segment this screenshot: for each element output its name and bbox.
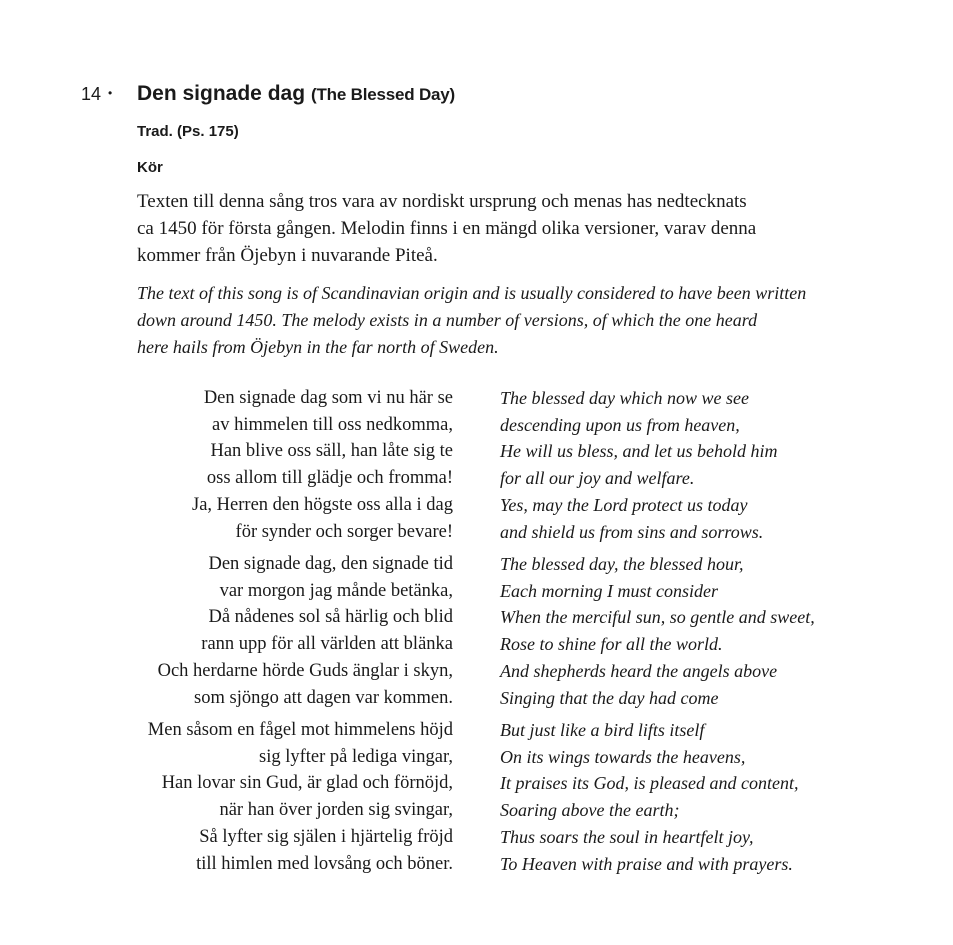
lyric-line-sv: när han över jorden sig svingar, (219, 800, 453, 821)
description-english: The text of this song is of Scandinavian origin and is usually considered to have been written down around 1450. The melody exists in a number of versions, of which the one heard here hails from Öjebyn in the far north of Sweden. (137, 283, 807, 357)
lyric-line-sv: rann upp för all världen att blänka (201, 634, 453, 655)
song-title-swedish: Den signade dag (137, 82, 306, 105)
lyric-line-en: Each morning I must consider (500, 580, 718, 601)
lyric-line-sv: Ja, Herren den högste oss alla i dag (192, 494, 453, 515)
composer: Trad. (Ps. 175) (137, 123, 239, 140)
lyric-line-en: On its wings towards the heavens, (500, 746, 746, 767)
lyric-line-en: Soaring above the earth; (500, 800, 680, 821)
lyric-line-en: descending upon us from heaven, (500, 414, 740, 435)
lyric-line-en: Yes, may the Lord protect us today (500, 494, 748, 515)
lyric-line-sv: sig lyfter på lediga vingar, (259, 746, 453, 767)
stanza-swedish (158, 551, 453, 711)
lyric-line-sv: för synder och sorger bevare! (235, 521, 453, 542)
lyric-line-en: But just like a bird lifts itself (500, 720, 705, 740)
lyric-line-en: He will us bless, and let us behold him (500, 441, 778, 462)
lyric-line-sv: Så lyfter sig själen i hjärtelig fröjd (199, 826, 453, 847)
lyric-line-en: To Heaven with praise and with prayers. (500, 853, 793, 874)
stanza-english (500, 717, 798, 877)
song-title-english: (The Blessed Day) (311, 85, 456, 104)
lyric-line-en: Rose to shine for all the world. (500, 634, 723, 655)
lyric-line-en: It praises its God, is pleased and content, (500, 773, 799, 794)
lyric-line-sv: Men såsom en fågel mot himmelens höjd (147, 720, 453, 740)
lyric-line-sv: Den signade dag, den signade tid (208, 554, 453, 574)
lyric-line-en: and shield us from sins and sorrows. (500, 521, 764, 542)
lyric-line-sv: Den signade dag som vi nu här se (203, 388, 453, 408)
description-swedish: Texten till denna sång tros vara av nordiskt ursprung och menas has nedtecknats ca 1450 för första gången. Melodin finns i en mängd olika versioner, varav denna kommer från Öjebyn i nuvarande Piteå. (137, 191, 757, 266)
lyric-line-en: The blessed day, the blessed hour, (500, 554, 744, 574)
lyric-line-en: And shepherds heard the angels above (500, 660, 778, 681)
lyric-line-en: When the merciful sun, so gentle and sweet, (500, 607, 815, 628)
lyric-line-sv: som sjöngo att dagen var kommen. (194, 687, 453, 708)
lyric-line-sv: var morgon jag månde betänka, (219, 580, 453, 601)
lyric-line-en: Singing that the day had come (500, 687, 719, 708)
stanza-english (500, 551, 815, 711)
stanza-swedish (148, 717, 453, 877)
lyric-line-en: for all our joy and welfare. (500, 468, 695, 489)
bullet-icon: • (108, 86, 113, 100)
lyric-line-sv: Då nådenes sol så härlig och blid (208, 607, 453, 628)
lyric-line-sv: Och herdarne hörde Guds änglar i skyn, (157, 660, 453, 681)
ensemble: Kör (137, 159, 163, 176)
lyric-line-sv: till himlen med lovsång och böner. (196, 853, 453, 874)
song-header (0, 82, 953, 110)
lyric-line-sv: av himmelen till oss nedkomma, (212, 414, 453, 435)
lyric-line-sv: oss allom till glädje och fromma! (206, 468, 453, 489)
lyric-line-en: The blessed day which now we see (500, 388, 749, 408)
lyric-line-en: Thus soars the soul in heartfelt joy, (500, 826, 754, 847)
lyric-line-sv: Han lovar sin Gud, är glad och förnöjd, (161, 773, 453, 794)
stanza-swedish (192, 385, 453, 545)
track-number: 14 (80, 84, 101, 104)
lyric-line-sv: Han blive oss säll, han låte sig te (210, 441, 453, 462)
stanza-english (500, 385, 778, 545)
song-title (137, 82, 455, 107)
